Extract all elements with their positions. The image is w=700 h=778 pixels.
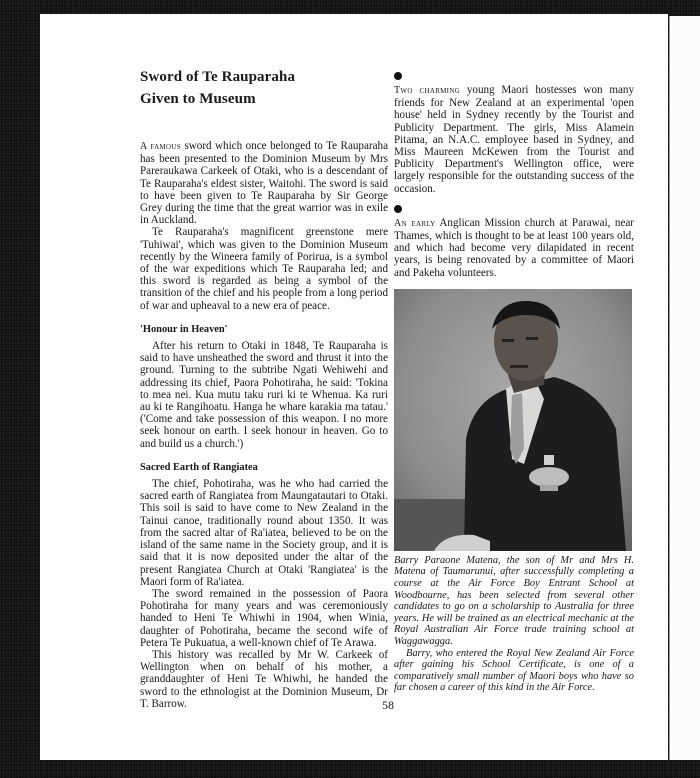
- magazine-page: [40, 14, 668, 760]
- article-headline: [140, 66, 388, 110]
- left-eye: [502, 339, 514, 342]
- lead-in-smallcaps: Two charming: [394, 85, 461, 96]
- headline-line-1: Sword of Te Rauparaha: [140, 69, 296, 85]
- article-paragraph: Te Rauparaha's magnificent greenstone mere 'Tuhiwai', which was given to the Dominion Museum recently by the Wineera family of Porirua, is a symbol of the war expeditions which Te Rauparaha led; and this sword is regarded as being a symbol of the transition of the chief and his people from a long period of war and upheaval to a new era of peace.: [140, 226, 388, 312]
- news-item: Two charming young Maori hostesses won many friends for New Zealand at an experimental 'open house' held in Sydney recently by the Tourist and Publicity Department. The girls, Miss Alamein Pitama, an N.A.C. employee based in Sydney, and Miss Maureen McKewen from the Tourist and Publicity Department's Wellington office, were largely responsible for the outstanding success of the occasion.: [394, 84, 634, 195]
- lead-in-smallcaps: A famous: [140, 141, 181, 152]
- caption-paragraph: Barry Paraone Matena, the son of Mr and Mrs H. Matena of Taumarunui, after successfully completing a course at the Air Force Boy Entrant School at Woodbourne, has been selected from several other candidates to go on a scholarship to Australia for three years. He will be trained as an electrical mechanic at the Royal Australian Air Force trade training school at Waggawagga.: [394, 554, 634, 647]
- article-paragraph: The sword remained in the possession of Paora Pohotiraha for many years and was ceremoniously handed to Heni Te Whiwhi in 1904, when Winia, daughter of Pohotiraha, became the second wife of Petera Te Pukuatua, a well-known chief of Te Arawa.: [140, 587, 388, 649]
- adjacent-page-edge: [669, 16, 700, 760]
- left-column-article: [140, 66, 388, 710]
- portrait-photo: [394, 289, 632, 551]
- mouth: [510, 365, 528, 368]
- page-number: 58: [382, 698, 394, 712]
- lead-in-smallcaps: An early: [394, 217, 436, 229]
- right-eye: [526, 337, 538, 340]
- bullet-icon: [394, 205, 402, 213]
- article-paragraph: This history was recalled by Mr W. Carkeek of Wellington when on behalf of his mother, a granddaughter of Heni Te Whiwhi, he handed the sword to the ethnologist at the Dominion Museum, Dr T. Barrow.: [140, 648, 388, 710]
- photo-caption: [394, 555, 634, 694]
- headline-line-2: Given to Museum: [140, 91, 256, 107]
- right-column-news: [394, 66, 634, 694]
- caption-paragraph: Barry, who entered the Royal New Zealand Air Force after gaining his School Certificate, is one of a comparatively small number of Maori boys who have so far chosen a career of this kind in the Air Force.: [394, 647, 634, 694]
- news-item: An early Anglican Mission church at Parawai, near Thames, which is thought to be at least 100 years old, and which had become very dilapidated in recent years, is being renovated by a committee of Maori and Pakeha volunteers.: [394, 216, 634, 279]
- article-paragraph: The chief, Pohotiraha, was he who had carried the sacred earth of Rangiatea from Maungatautari to Otaki. This soil is said to have come to New Zealand in the Tainui canoe, traditionally round about 1350. It was from the sacred altar of Ra'iatea, believed to be on the island of the same name in the Society group, and it is said that it is now deposited under the altar of the present Rangiatea Church at Otaki 'Rangiatea' is the Maori form of Ra'iatea.: [140, 478, 388, 588]
- article-paragraph: A famous sword which once belonged to Te Rauparaha has been presented to the Dominion Museum by Mrs Pareraukawa Carkeek of Otaki, who is a descendant of Te Rauparaha's eldest sister, Waitohi. The sword is said to have been given to Te Rauparaha by Sir George Grey during the time that the great warrior was in exile in Auckland.: [140, 140, 388, 227]
- section-heading: Sacred Earth of Rangiatea: [140, 461, 258, 473]
- portrait-illustration: [394, 289, 632, 551]
- bullet-icon: [394, 72, 402, 80]
- section-heading: 'Honour in Heaven': [140, 323, 228, 335]
- article-paragraph: After his return to Otaki in 1848, Te Rauparaha is said to have unsheathed the sword and thrust it into the ground. Turning to the subtribe Ngati Wehiwehi and addressing its chief, Paora Pohotiraha, he said: 'Tokina to mea nei. Kua mutu taku ruri ki te Whenua. Ka ruri au ki te Rangihoatu. Hanga he whare karakia ma tatau.' ('Come and take possession of this weapon. I no more seek honour on earth. I seek honour in heaven. Go to and build us a church.'): [140, 340, 388, 450]
